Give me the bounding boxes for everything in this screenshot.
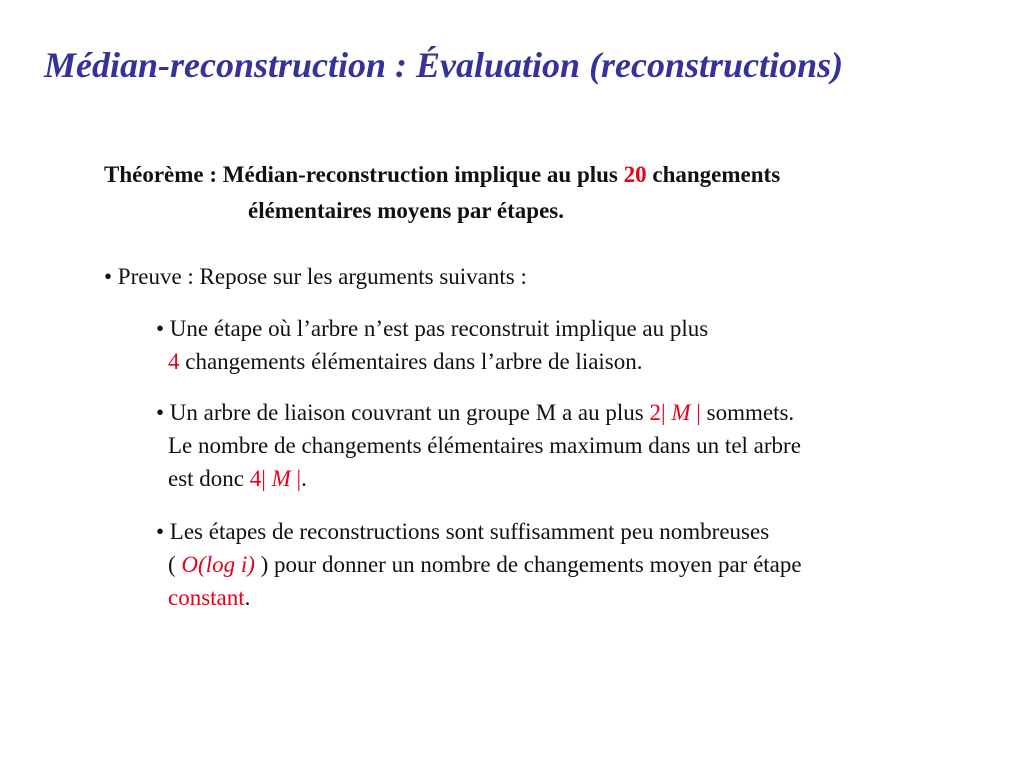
point-2-highlight-bar: | bbox=[696, 400, 701, 425]
proof-point-3 bbox=[156, 515, 976, 614]
theorem-highlight: 20 bbox=[623, 162, 647, 187]
point-3-line3-highlight: constant bbox=[168, 585, 245, 610]
point-1-line2-rest: changements élémentaires dans l’arbre de liaison. bbox=[179, 349, 643, 374]
point-3-line2-open: ( bbox=[168, 552, 182, 577]
point-3-line3-rest: . bbox=[244, 585, 251, 610]
theorem-label: Théorème : bbox=[104, 162, 223, 187]
point-2-highlight-num: 2| bbox=[649, 400, 666, 425]
point-2-highlight2-var: M bbox=[265, 466, 297, 491]
proof-point-2 bbox=[156, 396, 976, 495]
point-2-line3-text: est donc bbox=[168, 466, 250, 491]
point-2-highlight2-num: 4| bbox=[249, 466, 266, 491]
point-1-line1: • Une étape où l’arbre n’est pas reconstruit implique au plus bbox=[156, 316, 709, 341]
point-2-line3 bbox=[156, 462, 976, 495]
point-1-line2 bbox=[156, 345, 976, 378]
theorem-text: Médian-reconstruction implique au plus bbox=[222, 162, 624, 187]
point-3-line1: • Les étapes de reconstructions sont suffisamment peu nombreuses bbox=[156, 519, 770, 544]
theorem-statement bbox=[104, 157, 984, 229]
point-2-line1-after: sommets. bbox=[700, 400, 795, 425]
slide-title: Médian-reconstruction : Évaluation (reconstructions) bbox=[44, 45, 844, 85]
point-2-line3-after: . bbox=[301, 466, 307, 491]
point-3-line2-rest: ) pour donner un nombre de changements moyen par étape bbox=[254, 552, 802, 577]
proof-heading: • Preuve : Repose sur les arguments suivants : bbox=[104, 264, 527, 289]
point-2-line1-text: • Un arbre de liaison couvrant un groupe M a au plus bbox=[156, 400, 650, 425]
theorem-text-after: changements bbox=[646, 162, 781, 187]
point-3-line2 bbox=[156, 548, 976, 581]
proof-point-1 bbox=[156, 312, 976, 378]
point-1-highlight: 4 bbox=[168, 349, 180, 374]
point-2-line1 bbox=[156, 396, 976, 429]
point-2-highlight2-bar: | bbox=[296, 466, 302, 491]
point-3-highlight: O(log i) bbox=[181, 552, 255, 577]
theorem-line2: élémentaires moyens par étapes. bbox=[248, 198, 564, 223]
point-3-line3 bbox=[156, 581, 976, 614]
point-2-highlight-var: M bbox=[665, 400, 697, 425]
point-2-line2: Le nombre de changements élémentaires maximum dans un tel arbre bbox=[168, 433, 801, 458]
